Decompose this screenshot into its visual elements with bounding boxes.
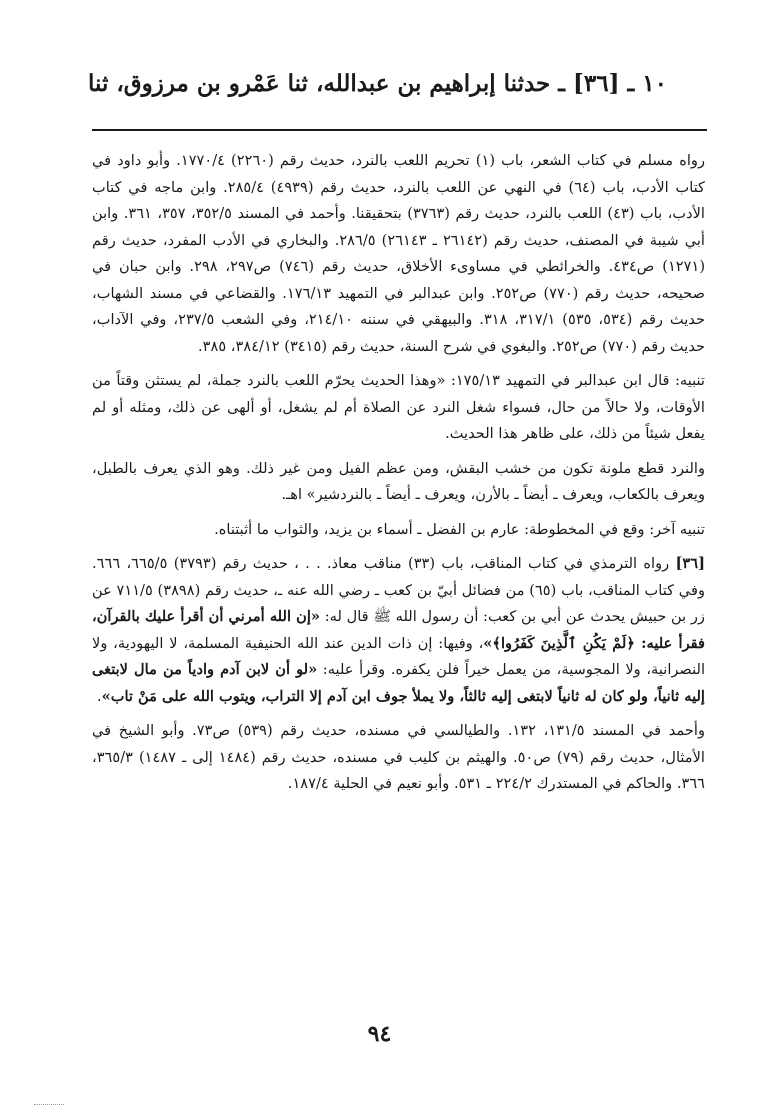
paragraph-gap — [92, 710, 705, 718]
page-number: ٩٤ — [367, 1021, 392, 1047]
running-header: ١٠ ـ [٣٦] ـ حدثنا إبراهيم بن عبدالله، ثنا عَمْرو بن مرزوق، ثنا — [88, 70, 667, 97]
header-rule — [92, 129, 707, 131]
paragraph-gap — [92, 448, 705, 456]
hadith-text-c: . — [96, 687, 102, 705]
note-paragraph-tanbih: تنبيه: قال ابن عبدالبر في التمهيد ١٧٥/١٣: «وهذا الحديث يحرّم اللعب بالنرد جملة، لم يستثن وقتاً من الأوقات، ولا حالاً من حال، فسواء شغل النرد عن الصلاة أم لم يشغل، أو ألهى عن ذلك، ومثله أو لم يفعل شيئاً من ذلك، على ظاهر هذا الحديث. — [92, 372, 705, 442]
hadith-number: [٣٦] — [675, 555, 705, 572]
paragraph-gap — [92, 360, 705, 368]
hadith-36-paragraph — [92, 551, 705, 710]
paragraph-gap — [92, 543, 705, 551]
note-paragraph-tanbih-akhar: تنبيه آخر: وقع في المخطوطة: عارم بن الفضل ـ أسماء بن يزيد، والثواب ما أثبتناه. — [214, 520, 705, 538]
hadith-quote-2: «لو أن لابن آدم وادياً من مال لابتغى إليه ثانياً، ولو كان له ثانياً لابتغى إليه ثالثاً، ولا يملأ جوف ابن آدم إلا التراب، ويتوب الله على مَنْ تاب» — [92, 661, 705, 705]
hadith-quote-1: «إن الله أمرني أن أقرأ عليك بالقرآن، فقرأ عليه: ﴿لَمْ يَكُنِ ٱلَّذِينَ كَفَرُوا﴾» — [92, 608, 705, 652]
note-paragraph-nard: والنرد قطع ملونة تكون من خشب البقش، ومن عظم الفيل ومن غير ذلك. وهو الذي يعرف بالطبل، ويعرف بالكعاب، ويعرف ـ أيضاً ـ بالأرن، ويعرف ـ أيضاً ـ بالنردشير» اهـ. — [92, 459, 705, 503]
paragraph-gap — [92, 509, 705, 517]
hadith-text-b: ، وفيها: إن ذات الدين عند الله الحنيفية المسلمة، لا اليهودية، ولا النصرانية، ولا المجوسية، من يعمل خيراً فلن يكفره. وقرأ عليه: — [92, 634, 705, 678]
footnote-paragraph-6: وأحمد في المسند ١٣١/٥، ١٣٢. والطيالسي في مسنده، حديث رقم (٥٣٩) ص٧٣. وأبو الشيخ في الأمثال، حديث رقم (٧٩) ص٥٠. والهيثم بن كليب في مسنده، حديث رقم (١٤٨٤ إلى ـ ١٤٨٧) ٣٦٥/٣، ٣٦٦. والحاكم في المستدرك ٢٢٤/٢ ـ ٥٣١. وأبو نعيم في الحلية ١٨٧/٤. — [92, 722, 705, 792]
footnote-body — [92, 148, 705, 798]
footnote-paragraph-1: رواه مسلم في كتاب الشعر، باب (١) تحريم اللعب بالنرد، حديث رقم (٢٢٦٠) ١٧٧٠/٤. وأبو داود في كتاب الأدب، باب (٦٤) في النهي عن اللعب بالنرد، حديث رقم (٤٩٣٩) ٢٨٥/٤. وابن ماجه في كتاب الأدب، باب (٤٣) اللعب بالنرد، حديث رقم (٣٧٦٣) بتحقيقنا. وأحمد في المسند ٣٥٢/٥، ٣٥٧، ٣٦١. وابن أبي شيبة في المصنف، حديث رقم (٢٦١٤٢ ـ ٢٦١٤٣) ٢٨٦/٥. والبخاري في الأدب المفرد، حديث رقم (١٢٧١) ص٤٣٤. والخرائطي في مساوىء الأخلاق، حديث رقم (٧٤٦) ص٢٩٧، ٢٩٨. وابن حبان في صحيحه، حديث رقم (٧٧٠) ص٢٥٢. وابن عبدالبر في التمهيد ١٧٦/١٣. والقضاعي في مسند الشهاب، حديث رقم (٥٣٤، ٥٣٥) ٣١٧/١، ٣١٨. والبيهقي في سننه ٢١٤/١٠، وفي الشعب ٢٣٧/٥، وفي الآداب، حديث رقم (٧٧٠) ص٢٥٢. والبغوي في شرح السنة، حديث رقم (٣٤١٥) ٣٨٤/١٢، ٣٨٥. — [92, 152, 706, 355]
scan-speck — [34, 1104, 64, 1109]
hadith-text-a: رواه الترمذي في كتاب المناقب، باب (٣٣) مناقب معاذ. . . ، حديث رقم (٣٧٩٣) ٦٦٥/٥، ٦٦٦. وفي كتاب المناقب، باب (٦٥) من فضائل أبيّ بن كعب ـ رضي الله عنه ـ، حديث رقم (٣٨٩٨) ٧١١/٥ عن زر بن حبيش يحدث عن أبي بن كعب: أن رسول الله ﷺ قال له: — [92, 555, 705, 625]
